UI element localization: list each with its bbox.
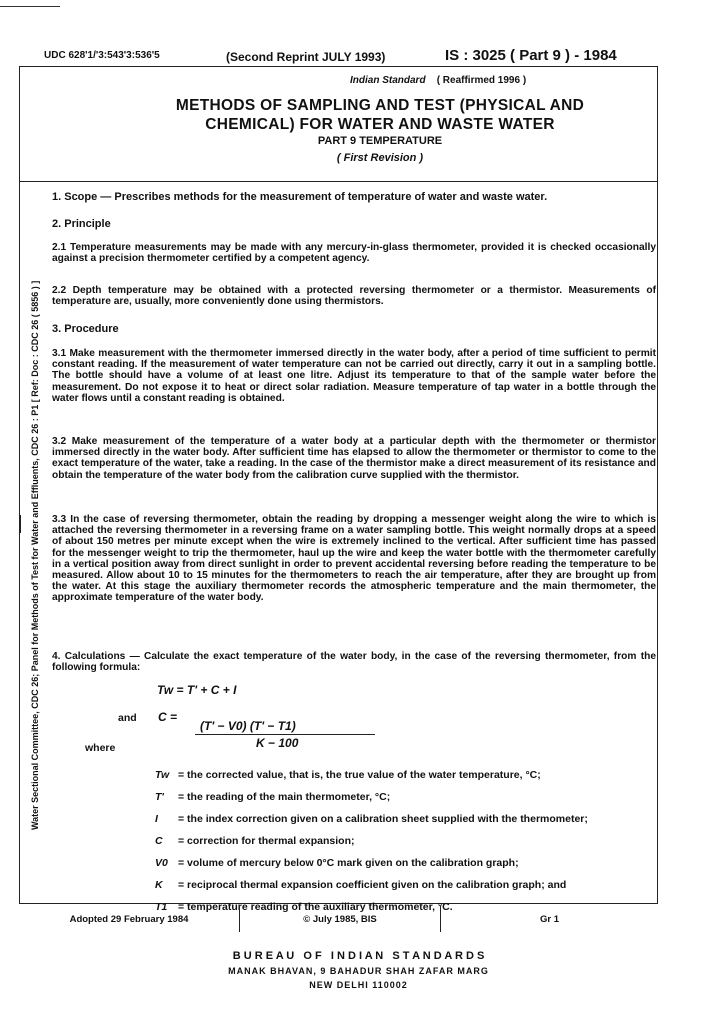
- scope-paragraph: 1. Scope — Prescribes methods for the measurement of temperature of water and waste water.: [52, 191, 548, 203]
- principle-heading: 2. Principle: [52, 218, 111, 230]
- definition-text: = correction for thermal expansion;: [178, 835, 355, 847]
- definition-symbol: T': [155, 791, 164, 803]
- copyright-note: © July 1985, BIS: [303, 913, 377, 925]
- margin-tick: [20, 515, 21, 533]
- definition-symbol: C: [155, 835, 163, 847]
- definition-text: = temperature reading of the auxiliary thermometer, °C.: [178, 901, 453, 913]
- definition-symbol: Tw: [155, 769, 170, 781]
- where-label: where: [85, 742, 116, 754]
- procedure-heading: 3. Procedure: [52, 323, 119, 335]
- bureau-address: MANAK BHAVAN, 9 BAHADUR SHAH ZAFAR MARG: [228, 966, 489, 976]
- paragraph-2-2: 2.2 Depth temperature may be obtained with a protected reversing thermometer or a thermistor. Measurements of temperature are, usually, more conveniently done using thermistors.: [52, 285, 656, 308]
- top-rule: [0, 6, 60, 7]
- definition-symbol: T1: [155, 901, 168, 913]
- definition-k: [155, 879, 566, 891]
- revision-note: ( First Revision ): [336, 152, 424, 164]
- formula-and: and: [118, 712, 137, 724]
- udc-code: UDC 628'1/'3:543'3:536'5: [44, 50, 160, 61]
- indian-standard-label: Indian Standard: [350, 75, 426, 86]
- side-note: Water Sectional Committee, CDC 26; Panel for Methods of Test for Water and Effluents, CDC 26 : P1 [ Ref: Doc : CDC 26 ( 5856 ) ]: [30, 280, 40, 830]
- definition-t-prime: [155, 791, 390, 803]
- grade-label: Gr 1: [539, 913, 559, 925]
- definition-i: [155, 813, 588, 825]
- is-number: IS : 3025 ( Part 9 ) - 1984: [445, 47, 617, 64]
- definition-text: = volume of mercury below 0°C mark given on the calibration graph;: [178, 857, 519, 869]
- paragraph-3-1: 3.1 Make measurement with the thermometer immersed directly in the water body, after a period of time sufficient to permit constant reading. If the measurement of water temperature can not be carried out directly, carry it out in a sampling bottle. The bottle should have a volume of at least one litre. Adjust its temperature to that of the sample water before the measurement. Do not expose it to heat or direct solar radiation. Measure temperature of tap water in a bottle through the water flows until a constant reading is obtained.: [52, 348, 656, 404]
- definition-tw: [155, 769, 541, 781]
- definition-symbol: K: [155, 879, 163, 891]
- title-line-2: CHEMICAL) FOR WATER AND WASTE WATER: [205, 116, 555, 133]
- definition-text: = reciprocal thermal expansion coefficient given on the calibration graph; and: [178, 879, 567, 891]
- bureau-city: NEW DELHI 110002: [309, 980, 408, 990]
- paragraph-4: 4. Calculations — Calculate the exact temperature of the water body, in the case of the reversing thermometer, from the following formula:: [52, 651, 656, 674]
- formula-numerator: (T' − V0) (T' − T1): [200, 719, 296, 733]
- definition-c: [155, 835, 355, 847]
- formula-tw: Tw = T' + C + I: [157, 683, 237, 697]
- title-divider: [19, 181, 658, 182]
- paragraph-2-1: 2.1 Temperature measurements may be made with any mercury-in-glass thermometer, provided it is checked occasionally against a precision thermometer certified by a competent agency.: [52, 242, 656, 265]
- standard-label: [350, 75, 526, 86]
- formula-c-lhs: C =: [158, 710, 178, 724]
- definition-symbol: I: [155, 813, 158, 825]
- reprint-note: (Second Reprint JULY 1993): [226, 50, 386, 64]
- formula-denominator: K − 100: [256, 736, 299, 750]
- definition-v0: [155, 857, 519, 869]
- definition-text: = the corrected value, that is, the true value of the water temperature, °C;: [178, 769, 541, 781]
- title-line-1: METHODS OF SAMPLING AND TEST (PHYSICAL AND: [175, 97, 585, 114]
- bureau-name: B U R E A U O F I N D I A N S T A N D A R D S: [232, 950, 485, 962]
- paragraph-3-3: 3.3 In the case of reversing thermometer, obtain the reading by dropping a messenger weight along the wire to which is attached the reversing thermometer in a reversing frame on a water sampling bottle. This weight normally drops at a speed of about 150 metres per minute except when the wire is extremely inclined to the vertical. After sufficient time has passed for the messenger weight to trip the thermometer, haul up the wire and keep the water bottle with the thermometer carefully in a vertical position away from direct sunlight in order to prevent accidental reversing before reading the temperature to be measured. Allow about 10 to 15 minutes for the thermometers to reach the air temperature, after they are brought up from the water. At this stage the auxiliary thermometer records the atmospheric temperature and the main thermometer, the approximate temperature of the water body.: [52, 514, 656, 604]
- definition-symbol: V0: [155, 857, 168, 869]
- paragraph-3-2: 3.2 Make measurement of the temperature of a water body at a particular depth with the thermometer or thermistor immersed directly in the water body. After sufficient time has elapsed to allow the thermometer or thermistor to come to the exact temperature of the water, take a reading. In the case of the thermistor make a direct measurement of its resistance and obtain the temperature of the water body from the calibration curve supplied with the thermistor.: [52, 436, 656, 481]
- fraction-bar: [195, 734, 375, 735]
- adopted-date: Adopted 29 February 1984: [69, 913, 189, 925]
- part-heading: PART 9 TEMPERATURE: [317, 135, 443, 147]
- definition-text: = the index correction given on a calibration sheet supplied with the thermometer;: [178, 813, 588, 825]
- reaffirmed-note: ( Reaffirmed 1996 ): [436, 75, 527, 86]
- definition-text: = the reading of the main thermometer, °C;: [178, 791, 391, 803]
